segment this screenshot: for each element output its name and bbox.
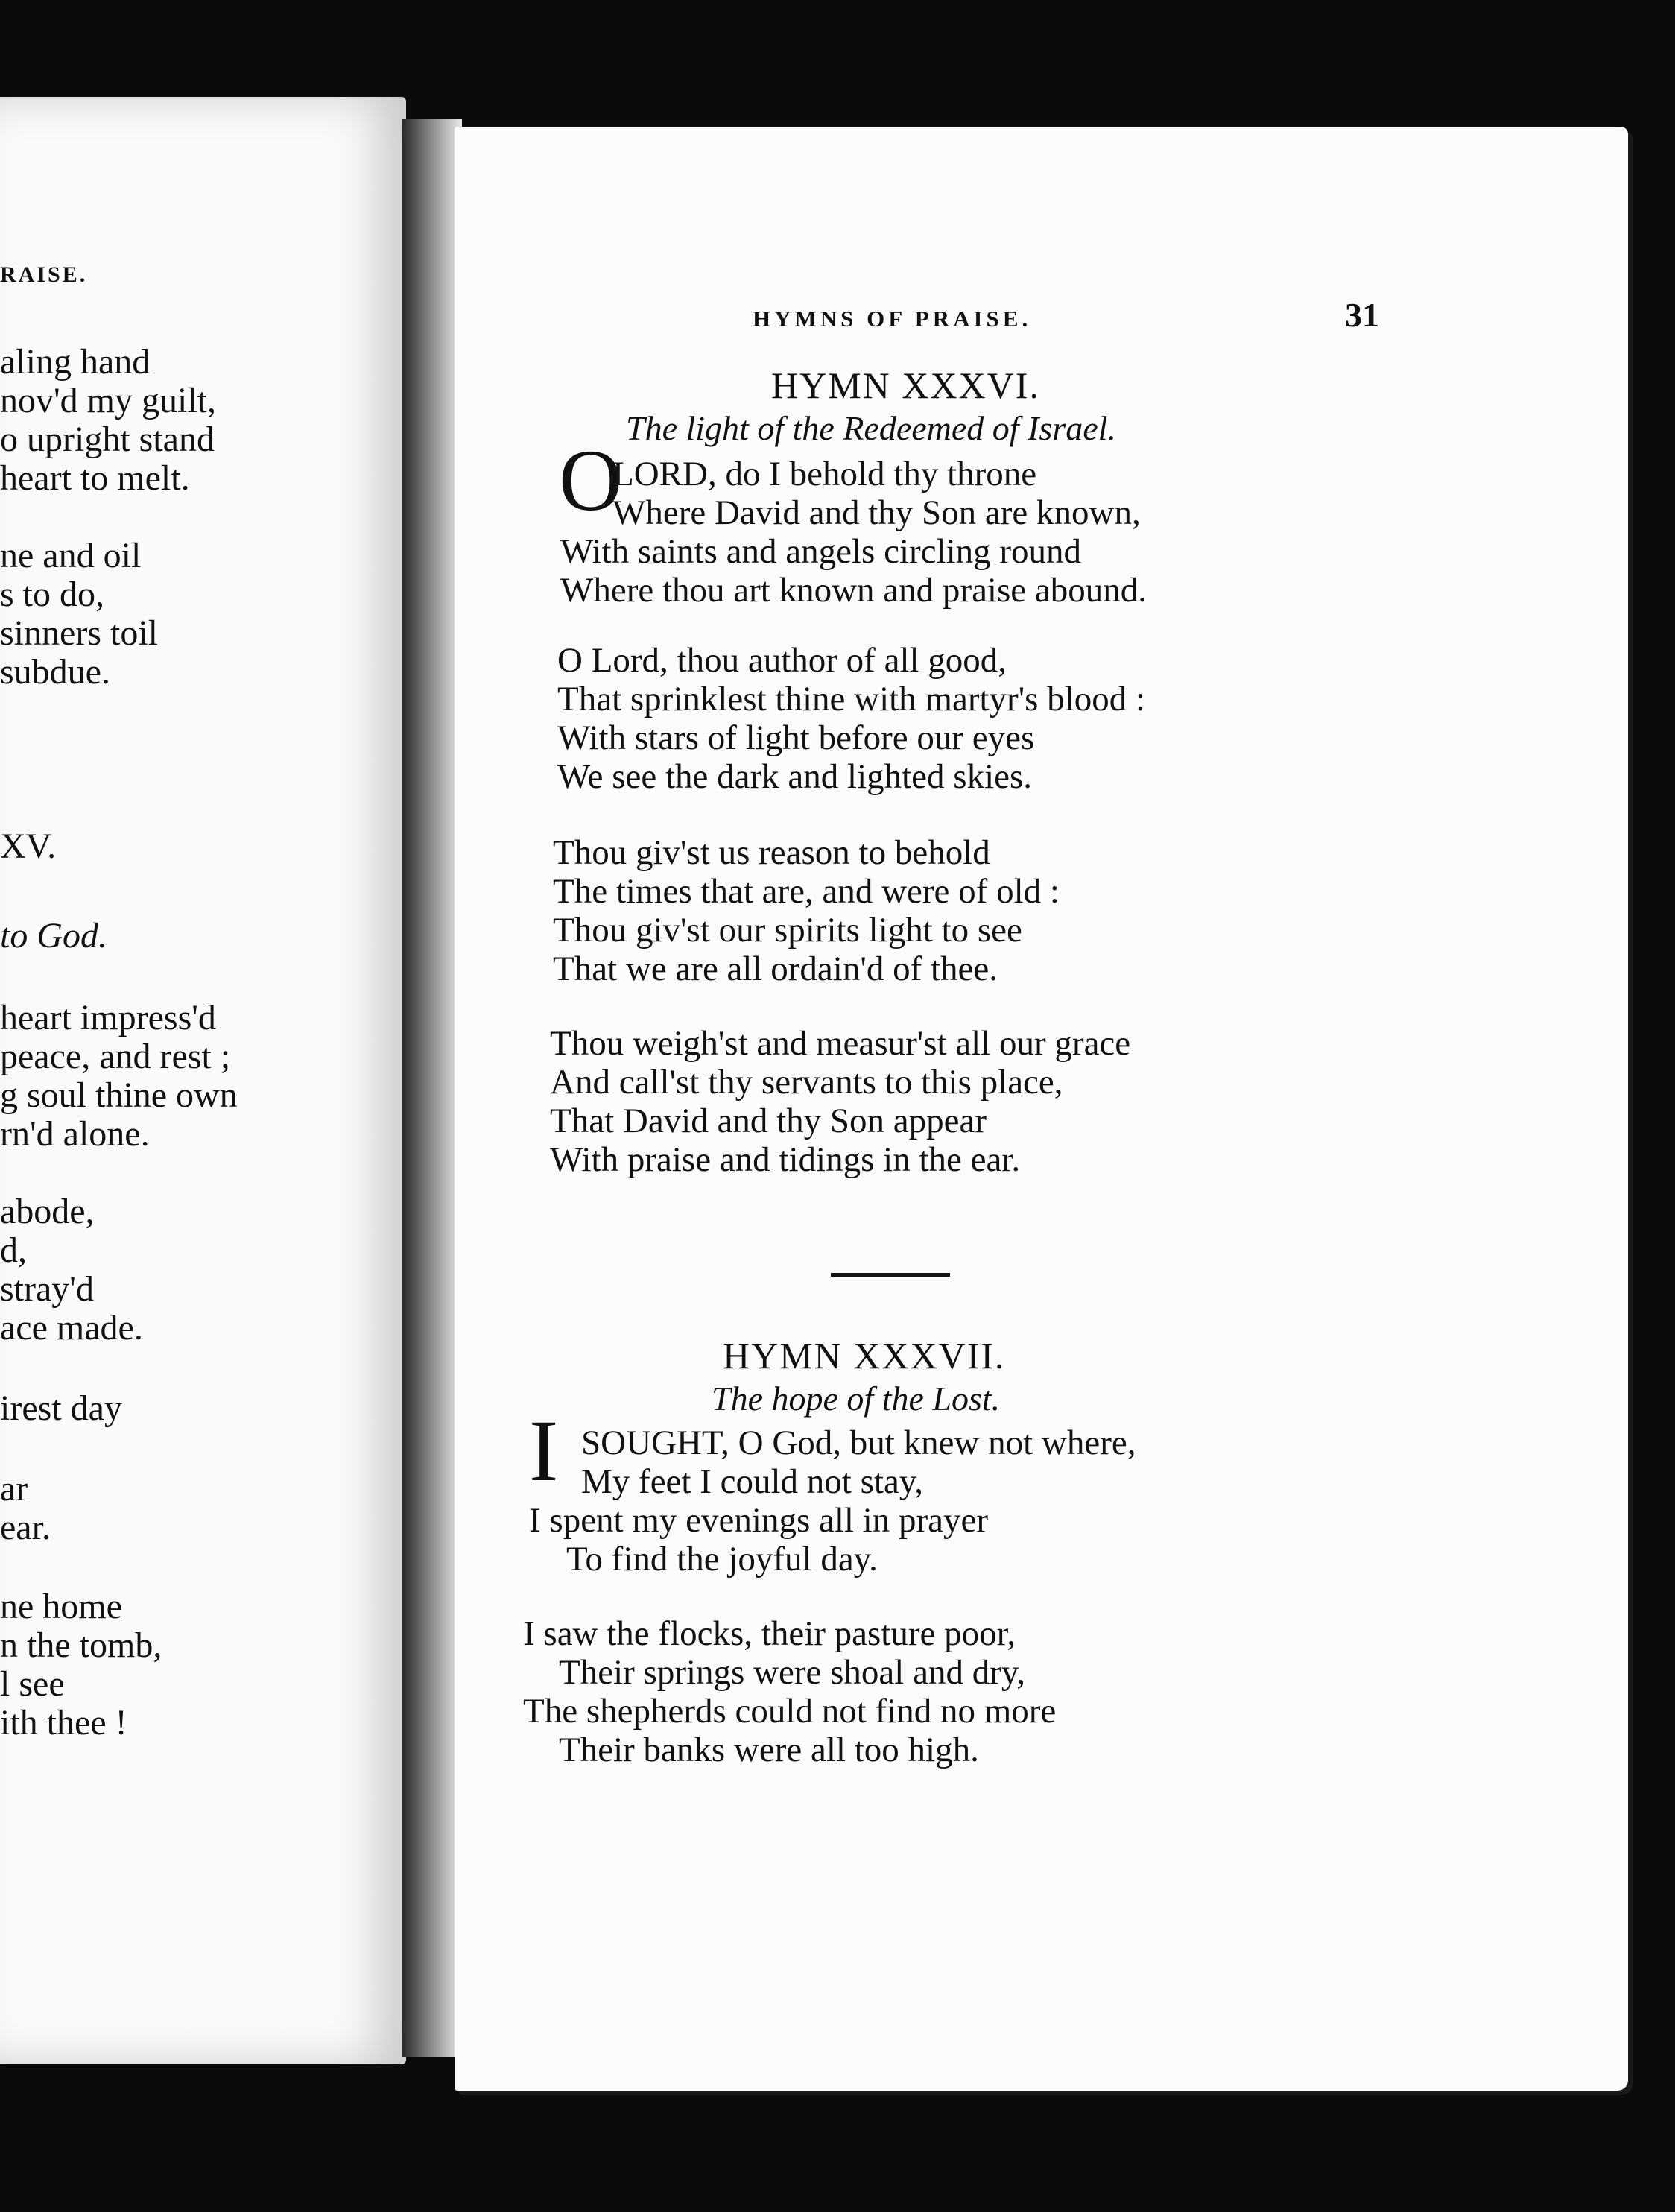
verse-line: Their springs were shoal and dry,: [559, 1653, 1026, 1692]
left-text-line: heart impress'd: [0, 998, 216, 1037]
verse-line: With praise and tidings in the ear.: [550, 1140, 1021, 1179]
left-text-line: ith thee !: [0, 1703, 127, 1742]
verse-line: My feet I could not stay,: [581, 1462, 924, 1501]
verse-line: That David and thy Son appear: [550, 1102, 987, 1140]
left-text-line: s to do,: [0, 575, 105, 614]
left-text-line: peace, and rest ;: [0, 1037, 231, 1076]
left-text-line: to God.: [0, 916, 107, 955]
left-text-line: sinners toil: [0, 613, 158, 653]
drop-cap: I: [529, 1402, 559, 1500]
verse-line: That sprinklest thine with martyr's blood :: [557, 680, 1146, 718]
verse-line: And call'st thy servants to this place,: [550, 1063, 1063, 1102]
verse-line: Thou giv'st our spirits light to see: [553, 911, 1022, 949]
left-page: [0, 97, 406, 2064]
hymn-title: HYMN XXXVII.: [723, 1335, 1006, 1377]
left-text-line: ne home: [0, 1587, 122, 1626]
left-text-line: ne and oil: [0, 536, 142, 575]
left-text-line: subdue.: [0, 652, 110, 692]
left-text-line: ar: [0, 1469, 28, 1508]
left-text-line: o upright stand: [0, 420, 215, 459]
verse-line: O Lord, thou author of all good,: [557, 641, 1007, 680]
left-text-line: l see: [0, 1664, 65, 1704]
hymn-subtitle: The light of the Redeemed of Israel.: [626, 409, 1116, 447]
left-text-line: ear.: [0, 1508, 51, 1547]
verse-line: With stars of light before our eyes: [557, 718, 1035, 757]
left-text-line: XV.: [0, 827, 57, 866]
left-running-head: RAISE.: [0, 262, 88, 287]
section-divider: [831, 1273, 950, 1277]
verse-line: The times that are, and were of old :: [553, 872, 1060, 911]
left-text-line: ace made.: [0, 1308, 143, 1347]
verse-line: I saw the flocks, their pasture poor,: [523, 1614, 1016, 1653]
verse-line: LORD, do I behold thy throne: [612, 455, 1037, 493]
left-text-line: d,: [0, 1230, 27, 1270]
hymn-subtitle: The hope of the Lost.: [712, 1380, 1001, 1418]
book-gutter: [402, 119, 462, 2057]
left-text-line: aling hand: [0, 342, 151, 382]
right-page: [455, 127, 1628, 2091]
left-text-line: rn'd alone.: [0, 1114, 150, 1154]
verse-line: That we are all ordain'd of thee.: [553, 949, 998, 988]
drop-cap: O: [559, 432, 623, 529]
verse-line: With saints and angels circling round: [560, 532, 1082, 571]
verse-line: To find the joyful day.: [566, 1540, 878, 1579]
hymn-title: HYMN XXXVI.: [771, 364, 1040, 406]
running-head: HYMNS OF PRAISE.: [753, 306, 1032, 332]
left-text-line: n the tomb,: [0, 1625, 162, 1665]
left-text-line: g soul thine own: [0, 1075, 238, 1115]
left-text-line: stray'd: [0, 1269, 94, 1309]
verse-line: The shepherds could not find no more: [523, 1692, 1057, 1731]
verse-line: Where thou art known and praise abound.: [560, 571, 1147, 610]
left-text-line: abode,: [0, 1192, 95, 1231]
verse-line: Their banks were all too high.: [559, 1731, 979, 1769]
left-text-line: irest day: [0, 1388, 122, 1428]
verse-line: Thou giv'st us reason to behold: [553, 833, 990, 872]
verse-line: Thou weigh'st and measur'st all our grace: [550, 1024, 1131, 1063]
page-number: 31: [1345, 296, 1379, 334]
left-text-line: nov'd my guilt,: [0, 381, 216, 420]
verse-line: We see the dark and lighted skies.: [557, 757, 1033, 796]
left-text-line: heart to melt.: [0, 458, 190, 498]
verse-line: SOUGHT, O God, but knew not where,: [581, 1423, 1136, 1462]
verse-line: I spent my evenings all in prayer: [529, 1501, 989, 1540]
verse-line: Where David and thy Son are known,: [612, 493, 1141, 532]
